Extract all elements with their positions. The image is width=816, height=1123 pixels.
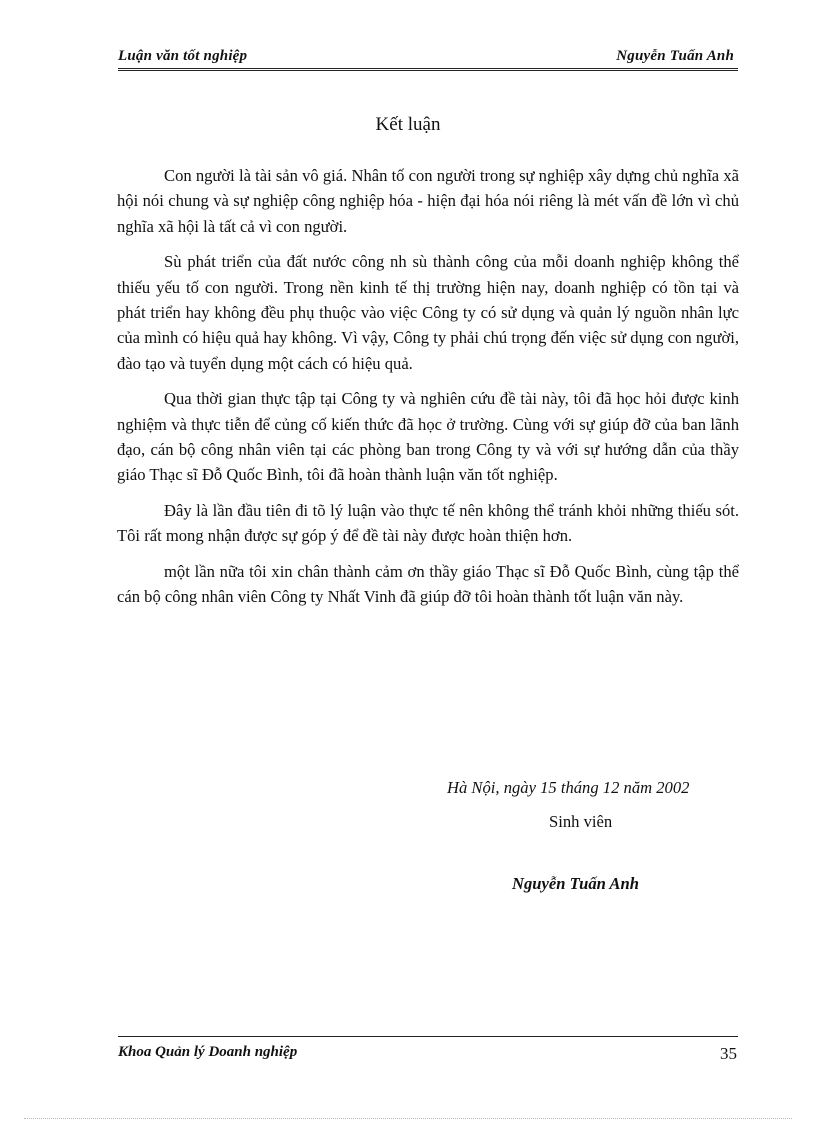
signature-date: Hà Nội, ngày 15 tháng 12 năm 2002 — [447, 778, 690, 797]
paragraph: Đây là lần đầu tiên đi tõ lý luận vào thực tế nên không thể tránh khỏi những thiếu sót. Tôi rất mong nhận được sự góp ý để đề tài này được hoàn thiện hơn. — [117, 500, 739, 546]
footer-faculty: Khoa Quản lý Doanh nghiệp — [118, 1044, 298, 1060]
footer-divider — [118, 1036, 738, 1037]
paragraph: Sù phát triển của đất nước công nh sù thành công của mỗi doanh nghiệp không thể thiếu yếu tố con người. Trong nền kinh tế thị trường hiện nay, doanh nghiệp có tồn tại và phát triển hay không đều phụ thuộc vào việc Công ty có sử dụng và quản lý nguồn nhân lực của mình có hiệu quả hay không. Vì vậy, Công ty phải chú trọng đến việc sử dụng con người, đào tạo và tuyển dụng một cách có hiệu quả. — [117, 252, 739, 373]
signature-role: Sinh viên — [549, 812, 613, 831]
paragraph: Qua thời gian thực tập tại Công ty và nghiên cứu đề tài này, tôi đã học hỏi được kinh nghiệm và thực tiễn để củng cố kiến thức đã học ở trường. Cùng với sự giúp đỡ của ban lãnh đạo, cán bộ công nhân viên tại các phòng ban trong Công ty và với sự hướng dẫn của thầy giáo Thạc sĩ Đỗ Quốc Bình, tôi đã hoàn thành luận văn tốt nghiệp. — [117, 389, 739, 485]
conclusion-body — [117, 163, 739, 620]
header-thesis-label: Luận văn tốt nghiệp — [118, 48, 248, 64]
paragraph: Con người là tài sản vô giá. Nhân tố con người trong sự nghiệp xây dựng chủ nghĩa xã hội nói chung và sự nghiệp công nghiệp hóa - hiện đại hóa nói riêng là mét vấn đề lớn vì chủ nghĩa xã hội là tất cả vì con người. — [117, 166, 739, 236]
page-header — [118, 46, 738, 71]
page-number: 35 — [720, 1044, 737, 1063]
header-author-name: Nguyễn Tuấn Anh — [616, 48, 734, 64]
signature-name: Nguyễn Tuấn Anh — [512, 874, 639, 893]
paragraph: một lần nữa tôi xin chân thành cảm ơn thầy giáo Thạc sĩ Đỗ Quốc Bình, cùng tập thể cán bộ công nhân viên Công ty Nhất Vinh đã giúp đỡ tôi hoàn thành tốt luận văn này. — [117, 561, 739, 607]
page-edge-divider — [24, 1118, 792, 1119]
page-title: Kết luận — [375, 114, 441, 135]
